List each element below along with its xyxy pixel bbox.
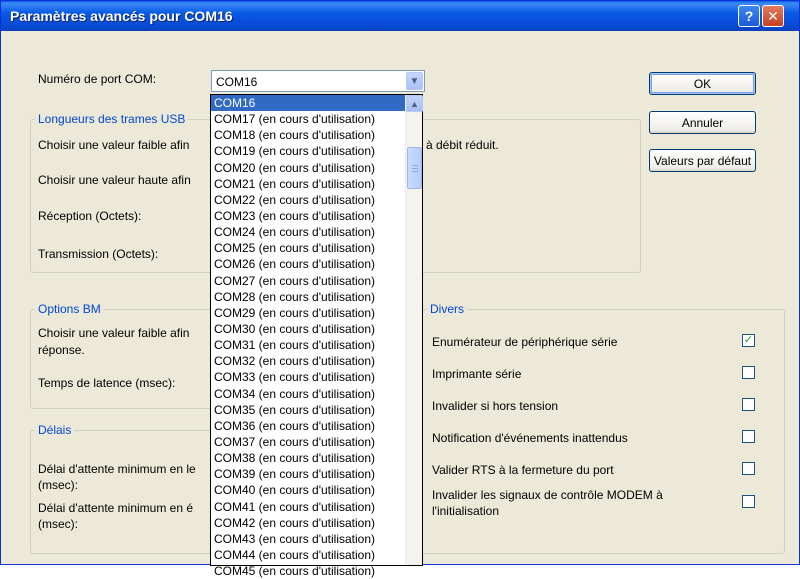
scrollbar-thumb[interactable] — [407, 147, 422, 189]
option-modem-signals-label-2: l'initialisation — [432, 504, 499, 518]
port-option[interactable]: COM30 (en cours d'utilisation) — [214, 321, 376, 336]
delays-group-title: Délais — [35, 423, 74, 437]
port-option[interactable]: COM29 (en cours d'utilisation) — [214, 305, 376, 320]
port-option[interactable]: COM31 (en cours d'utilisation) — [214, 338, 376, 353]
port-option[interactable]: COM22 (en cours d'utilisation) — [214, 192, 376, 207]
port-option[interactable]: COM17 (en cours d'utilisation) — [214, 112, 376, 127]
thumb-grip-line — [412, 168, 418, 169]
thumb-grip-line — [412, 165, 418, 166]
dropdown-scrollbar[interactable] — [405, 95, 422, 565]
port-option[interactable]: COM42 (en cours d'utilisation) — [214, 515, 376, 530]
check-icon: ✓ — [743, 334, 754, 346]
ok-button[interactable]: OK — [649, 72, 756, 95]
port-option[interactable]: COM27 (en cours d'utilisation) — [214, 273, 376, 288]
port-option[interactable]: COM19 (en cours d'utilisation) — [214, 144, 376, 159]
option-surprise-removal-checkbox[interactable] — [742, 430, 755, 443]
port-option[interactable]: COM32 (en cours d'utilisation) — [214, 354, 376, 369]
port-option[interactable]: COM16 — [211, 95, 407, 111]
port-combobox-value: COM16 — [216, 75, 258, 89]
usb-high-text: Choisir une valeur haute afin — [38, 173, 191, 187]
port-option[interactable]: COM37 (en cours d'utilisation) — [214, 434, 376, 449]
port-option[interactable]: COM20 (en cours d'utilisation) — [214, 160, 376, 175]
read-timeout-label-2: (msec): — [38, 478, 78, 492]
option-serial-enumerator-label: Enumérateur de périphérique série — [432, 335, 618, 349]
port-option[interactable]: COM28 (en cours d'utilisation) — [214, 289, 376, 304]
usb-group-title: Longueurs des trames USB — [35, 112, 188, 126]
defaults-button[interactable]: Valeurs par défaut — [649, 149, 756, 172]
port-option[interactable]: COM25 (en cours d'utilisation) — [214, 241, 376, 256]
port-option[interactable]: COM33 (en cours d'utilisation) — [214, 370, 376, 385]
bm-group-title: Options BM — [35, 302, 104, 316]
option-serial-printer-label: Imprimante série — [432, 367, 522, 381]
port-dropdown-list[interactable] — [210, 94, 423, 579]
latency-label: Temps de latence (msec): — [38, 376, 176, 390]
port-label: Numéro de port COM: — [38, 72, 157, 86]
help-icon: ? — [744, 8, 754, 24]
bm-low-text-2: réponse. — [38, 343, 85, 357]
close-button[interactable] — [762, 5, 784, 27]
scroll-up-button[interactable] — [406, 95, 423, 112]
port-option[interactable]: COM21 (en cours d'utilisation) — [214, 176, 376, 191]
window-title: Paramètres avancés pour COM16 — [10, 8, 233, 24]
transmission-label: Transmission (Octets): — [38, 247, 159, 261]
port-option[interactable]: COM43 (en cours d'utilisation) — [214, 531, 376, 546]
port-option[interactable]: COM38 (en cours d'utilisation) — [214, 451, 376, 466]
port-option[interactable]: COM40 (en cours d'utilisation) — [214, 483, 376, 498]
port-option[interactable]: COM36 (en cours d'utilisation) — [214, 418, 376, 433]
chevron-up-icon: ▲ — [410, 98, 419, 109]
port-option[interactable]: COM34 (en cours d'utilisation) — [214, 386, 376, 401]
port-combobox[interactable] — [211, 70, 425, 92]
option-power-off-label: Invalider si hors tension — [432, 399, 559, 413]
bm-low-text: Choisir une valeur faible afin — [38, 326, 190, 340]
port-option[interactable]: COM26 (en cours d'utilisation) — [214, 257, 376, 272]
title-bar[interactable] — [1, 1, 799, 31]
option-rts-close-label: Valider RTS à la fermeture du port — [432, 463, 614, 477]
option-rts-close-checkbox[interactable] — [742, 462, 755, 475]
close-icon: ✕ — [767, 7, 779, 24]
option-power-off-checkbox[interactable] — [742, 398, 755, 411]
misc-group-title: Divers — [427, 302, 467, 316]
cancel-button[interactable]: Annuler — [649, 111, 756, 134]
port-option[interactable]: COM18 (en cours d'utilisation) — [214, 128, 376, 143]
option-surprise-removal-label: Notification d'événements inattendus — [432, 431, 628, 445]
port-option[interactable]: COM41 (en cours d'utilisation) — [214, 499, 376, 514]
write-timeout-label-2: (msec): — [38, 517, 78, 531]
thumb-grip-line — [412, 171, 418, 172]
usb-low-text-tail: à débit réduit. — [426, 138, 499, 152]
port-option[interactable]: COM24 (en cours d'utilisation) — [214, 225, 376, 240]
port-options — [211, 95, 407, 579]
port-option[interactable]: COM23 (en cours d'utilisation) — [214, 208, 376, 223]
write-timeout-label: Délai d'attente minimum en é — [38, 501, 194, 515]
option-modem-signals-checkbox[interactable] — [742, 495, 755, 508]
chevron-down-icon[interactable]: ▼ — [406, 72, 423, 90]
port-option[interactable]: COM44 (en cours d'utilisation) — [214, 547, 376, 562]
option-serial-enumerator-checkbox[interactable] — [742, 334, 755, 347]
reception-label: Réception (Octets): — [38, 209, 142, 223]
option-modem-signals-label: Invalider les signaux de contrôle MODEM à — [432, 488, 663, 502]
port-option[interactable]: COM45 (en cours d'utilisation) — [214, 564, 376, 579]
usb-low-text: Choisir une valeur faible afin — [38, 138, 190, 152]
port-option[interactable]: COM39 (en cours d'utilisation) — [214, 467, 376, 482]
help-button[interactable] — [738, 5, 760, 27]
read-timeout-label: Délai d'attente minimum en le — [38, 462, 196, 476]
port-option[interactable]: COM35 (en cours d'utilisation) — [214, 402, 376, 417]
option-serial-printer-checkbox[interactable] — [742, 366, 755, 379]
